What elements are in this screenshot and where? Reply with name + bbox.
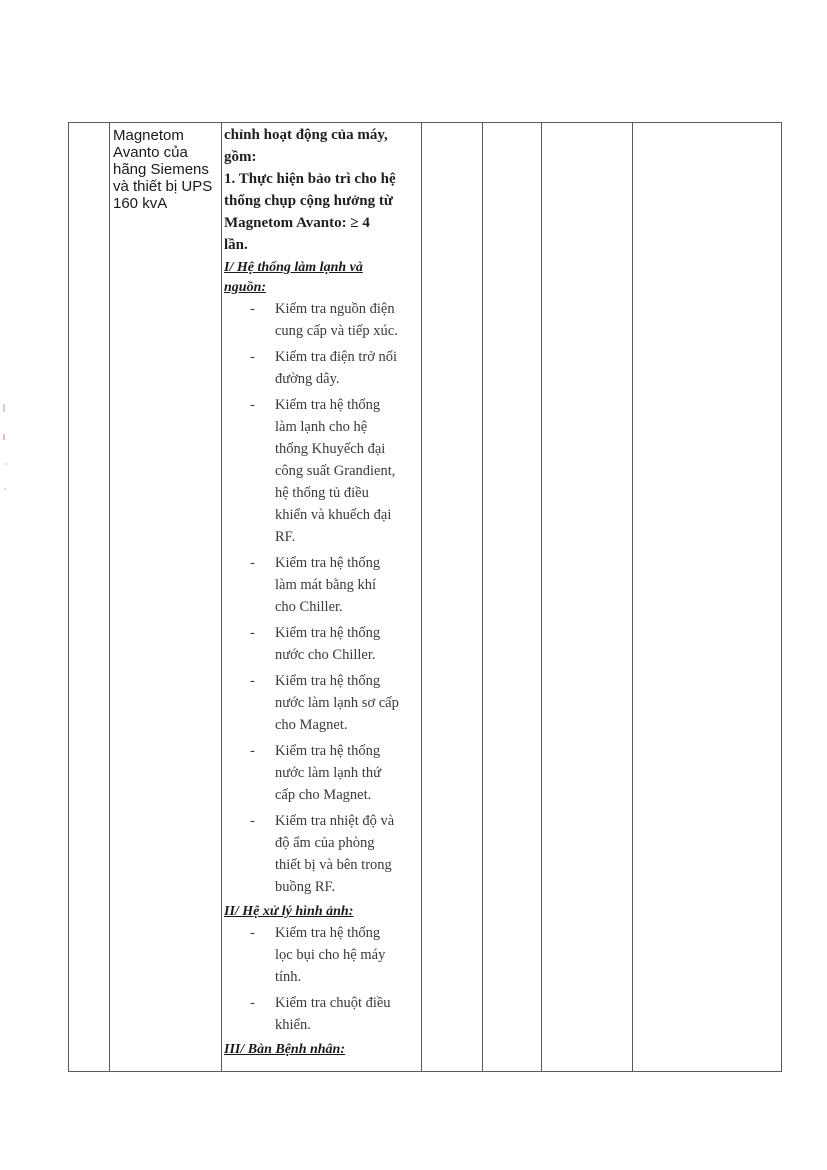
- check-item: [224, 992, 420, 1036]
- check-item-line: nước làm lạnh sơ cấp: [275, 695, 399, 711]
- check-item-line: đường dây.: [275, 371, 340, 387]
- bullet-dash: -: [250, 925, 255, 941]
- check-item-line: RF.: [275, 529, 296, 545]
- check-item: [224, 740, 420, 806]
- check-item: [224, 670, 420, 736]
- check-item-line: Kiểm tra nhiệt độ và: [275, 813, 395, 829]
- check-item-line: Kiểm tra hệ thống: [275, 625, 381, 641]
- check-item-line: cung cấp và tiếp xúc.: [275, 323, 398, 339]
- check-item-line: Kiểm tra hệ thống: [275, 397, 381, 413]
- check-item-line: Kiểm tra hệ thống: [275, 555, 381, 571]
- check-item-line: khiển và khuếch đại: [275, 507, 392, 523]
- check-item-line: Kiểm tra hệ thống: [275, 743, 381, 759]
- device-line: hãng Siemens: [113, 161, 209, 178]
- task-line: lần.: [224, 237, 248, 253]
- check-item: [224, 346, 420, 390]
- section: [224, 258, 420, 898]
- column-divider-3: [421, 122, 422, 1072]
- check-item-line: lọc bụi cho hệ máy: [275, 947, 386, 963]
- column-divider-5: [541, 122, 542, 1072]
- device-line: và thiết bị UPS: [113, 178, 213, 195]
- section-heading: I/ Hệ thống làm lạnh và: [224, 260, 363, 275]
- section-heading: nguồn:: [224, 280, 267, 295]
- device-line: Magnetom: [113, 127, 184, 144]
- check-item: [224, 394, 420, 548]
- intro-line: gồm:: [224, 149, 257, 165]
- column-divider-1: [109, 122, 110, 1072]
- bullet-dash: -: [250, 349, 255, 365]
- check-item-line: Kiểm tra điện trở nối: [275, 349, 398, 365]
- check-item-line: làm lạnh cho hệ: [275, 419, 368, 435]
- device-line: 160 kvA: [113, 195, 168, 212]
- intro-line: chỉnh hoạt động của máy,: [224, 127, 388, 143]
- section-list: [224, 258, 420, 1060]
- check-item-line: thiết bị và bên trong: [275, 857, 392, 873]
- bullet-dash: -: [250, 625, 255, 641]
- scan-mark-icon: [0, 404, 10, 514]
- check-item-line: nước làm lạnh thứ: [275, 765, 381, 781]
- column-divider-6: [632, 122, 633, 1072]
- check-item-line: buồng RF.: [275, 879, 336, 895]
- check-list: [224, 922, 420, 1036]
- check-item-line: độ ẩm của phòng: [275, 835, 375, 851]
- check-item: [224, 810, 420, 898]
- check-item-line: thống Khuyếch đại: [275, 441, 386, 457]
- section-heading: II/ Hệ xử lý hình ảnh:: [224, 904, 354, 919]
- bullet-dash: -: [250, 995, 255, 1011]
- check-item-line: Kiểm tra chuột điều: [275, 995, 391, 1011]
- column-divider-4: [482, 122, 483, 1072]
- bullet-dash: -: [250, 673, 255, 689]
- bullet-dash: -: [250, 301, 255, 317]
- check-item: [224, 298, 420, 342]
- check-item-line: Kiểm tra nguồn điện: [275, 301, 395, 317]
- device-name-cell: [113, 127, 218, 212]
- device-line: Avanto của: [113, 144, 188, 161]
- bullet-dash: -: [250, 397, 255, 413]
- check-item: [224, 922, 420, 988]
- check-item-line: hệ thống tủ điều: [275, 485, 369, 501]
- bullet-dash: -: [250, 555, 255, 571]
- check-item-line: khiển.: [275, 1017, 311, 1033]
- check-item-line: Kiểm tra hệ thống: [275, 925, 381, 941]
- check-item: [224, 622, 420, 666]
- check-item-line: cấp cho Magnet.: [275, 787, 372, 803]
- check-item: [224, 552, 420, 618]
- check-item-line: nước cho Chiller.: [275, 647, 376, 663]
- check-item-line: tính.: [275, 969, 302, 985]
- check-list: [224, 298, 420, 898]
- bullet-dash: -: [250, 743, 255, 759]
- column-divider-2: [221, 122, 222, 1072]
- task-line: 1. Thực hiện bảo trì cho hệ: [224, 171, 396, 187]
- task-line: Magnetom Avanto: ≥ 4: [224, 215, 370, 231]
- task-line: thống chụp cộng hưởng từ: [224, 193, 393, 209]
- section-heading: III/ Bàn Bệnh nhân:: [224, 1042, 346, 1057]
- check-item-line: cho Chiller.: [275, 599, 343, 615]
- check-item-line: Kiểm tra hệ thống: [275, 673, 381, 689]
- check-item-line: cho Magnet.: [275, 717, 348, 733]
- section: [224, 902, 420, 1036]
- section: [224, 1040, 420, 1060]
- task-heading: [224, 168, 420, 256]
- bullet-dash: -: [250, 813, 255, 829]
- maintenance-content-cell: [224, 124, 420, 1060]
- check-item-line: làm mát bằng khí: [275, 577, 377, 593]
- table-frame: [68, 122, 782, 1072]
- check-item-line: công suất Grandient,: [275, 463, 396, 479]
